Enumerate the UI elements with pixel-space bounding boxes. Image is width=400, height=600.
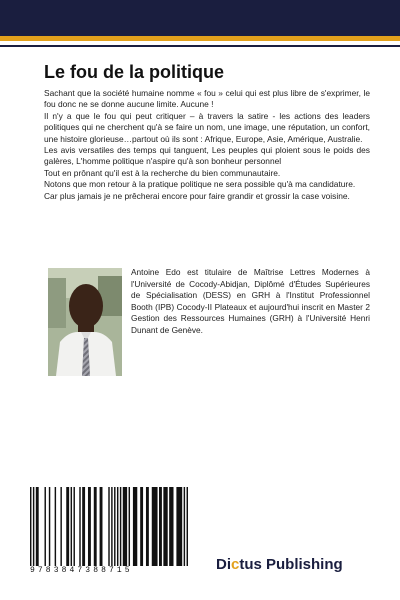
publisher-name-part: Di [216,556,231,573]
blurb-paragraph: Tout en prônant qu'il est à la recherche du bien communautaire. [44,167,281,178]
barcode-bar [123,487,127,567]
barcode-bar [108,487,109,567]
barcode-bar [111,487,112,567]
back-cover-blurb [44,88,370,202]
barcode-bar [36,487,39,567]
barcode-bar [45,487,46,567]
barcode-bar [140,487,143,567]
blurb-paragraph: Car plus jamais je ne prêcherai encore pour faire grandir et grossir la case voisine. [44,190,350,201]
barcode-bar [33,487,34,567]
isbn-number: 9783847388715 [28,566,192,575]
book-title: Le fou de la politique [44,62,224,82]
barcode-bar [30,487,31,567]
barcode-bar [82,487,85,567]
barcode-bar [88,487,91,567]
barcode-bar [71,487,72,567]
barcode-bar [176,487,182,567]
barcode-bar [184,487,185,567]
barcode-bar [129,487,130,567]
author-bio: Antoine Edo est titulaire de Maîtrise Lettres Modernes à l'Université de Cocody-Abidjan, Diplômé d'Études Supérieures de Spécialisation (DESS) en GRH à l'Institut Professionnel Booth (IPB) Cocody-II Plateaux et aujourd'hui inscrit en Master 2 Gestion des Ressources Humaines (GRH) à l'Université Henri Dunant de Genève. [131,267,370,335]
barcode-bar [94,487,97,567]
barcode-bar [73,487,74,567]
publisher-name-part: tus Publishing [239,556,343,573]
barcode-bar [66,487,69,567]
blurb-paragraph: Sachant que la société humaine nomme « fou » celui qui est plus libre de s'exprimer, le fou donc ne se donne aucune limite. Aucune ! [44,88,370,110]
barcode-bar [169,487,173,567]
author-photo [48,268,122,376]
barcode-bar [133,487,137,567]
barcode-bar [100,487,103,567]
barcode-bar [159,487,162,567]
barcode-bar [114,487,115,567]
barcode-bar [120,487,121,567]
barcode-bar [146,487,149,567]
blurb-paragraph: Les avis versatiles des temps qui tanguent, Les peuples qui ploient sous le poids des galères, L'homme politique n'aspire qu'à son bonheur personnel [44,145,370,167]
publisher-logo [216,556,376,580]
top-navy-line [0,45,400,47]
barcode-bar [117,487,118,567]
blurb-paragraph: Notons que mon retour à la pratique politique ne sera possible qu'à ma candidature. [44,179,356,190]
barcode-bar [152,487,158,567]
blurb-paragraph: Il n'y a que le fou qui peut critiquer – à travers la satire - les actions des leaders politiques qui ne cherchent qu'à se faire un nom, une image, une réputation, un confort, une histoire glorieuse…partout où ils sont : Afrique, Europe, Asie, Amérique, Australie. [44,110,370,144]
top-navy-band [0,0,400,36]
barcode-bar [79,487,80,567]
publisher-name-accent: c [231,556,240,573]
barcode-bar [187,487,188,567]
barcode-bar [60,487,61,567]
barcode-bar [163,487,167,567]
barcode-bar [55,487,56,567]
barcode-bar [49,487,50,567]
